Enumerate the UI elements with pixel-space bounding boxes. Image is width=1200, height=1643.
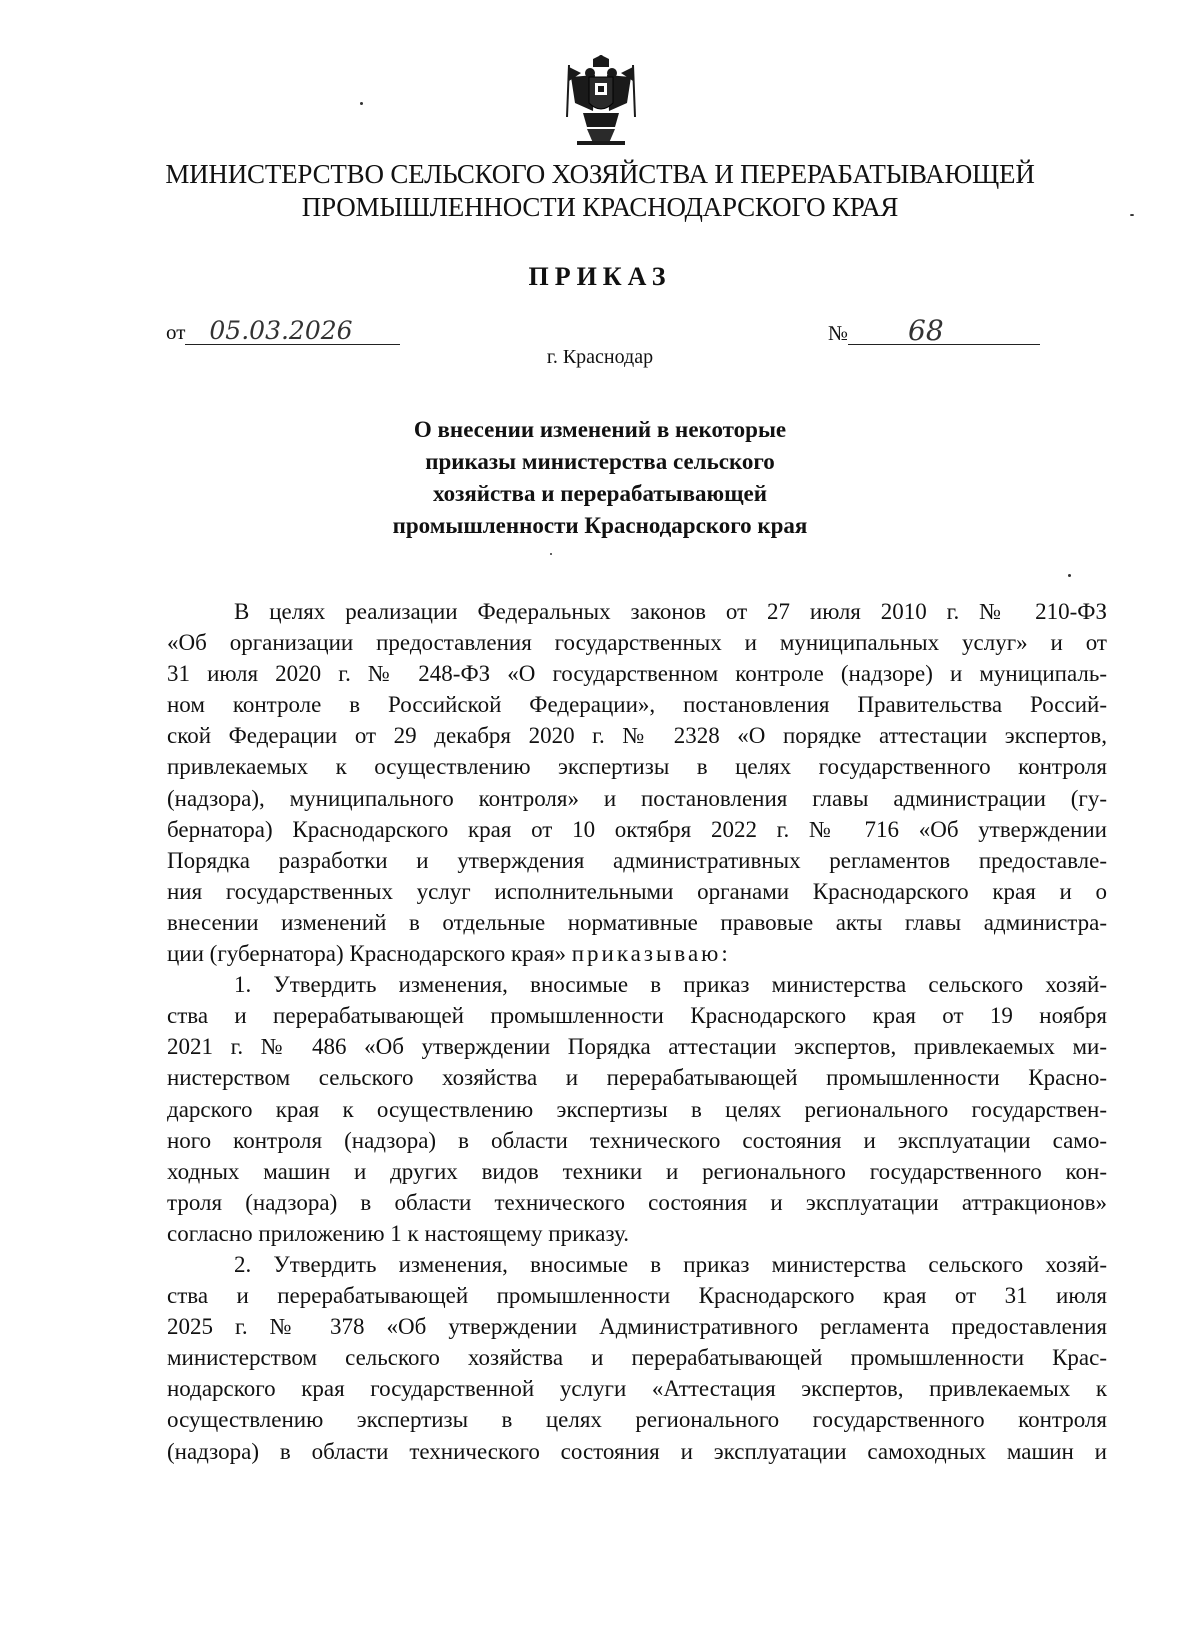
date-label: от (166, 320, 186, 344)
doc-type-title: ПРИКАЗ (528, 262, 672, 291)
item1-line: троля (надзора) в области технического состояния и эксплуатации аттракционов» (167, 1189, 1107, 1215)
scan-speck (1130, 214, 1134, 216)
coat-of-arms-icon (565, 55, 637, 147)
item1-line: нистерством сельского хозяйства и перерабатывающей промышленности Красно- (167, 1065, 1107, 1091)
preamble-line: ном контроле в Российской Федерации», постановления Правительства Россий- (167, 692, 1107, 718)
item1-line: согласно приложению 1 к настоящему приказу. (167, 1220, 630, 1246)
item1-line: ного контроля (надзора) в области технического состояния и эксплуатации само- (167, 1127, 1107, 1153)
item1-line: 2021 г. № 486 «Об утверждении Порядка аттестации экспертов, привлекаемых ми- (167, 1034, 1107, 1060)
item2-line: ства и перерабатывающей промышленности Краснодарского края от 31 июля (167, 1283, 1107, 1309)
subject-line: О внесении изменений в некоторые (413, 417, 787, 442)
preamble-line: ния государственных услуг исполнительными органами Краснодарского края и о (167, 878, 1107, 904)
item2-line: осуществлению экспертизы в целях регионального государственного контроля (167, 1407, 1107, 1433)
number-value: 68 (848, 318, 1040, 345)
scan-speck (360, 102, 363, 105)
number-label: № (828, 321, 849, 345)
scan-speck (1068, 574, 1071, 577)
item2-line: 2025 г. № 378 «Об утверждении Административного регламента предоставления (167, 1314, 1107, 1340)
preamble-last-text: ции (губернатора) Краснодарского края» (167, 941, 566, 967)
preamble-line: привлекаемых к осуществлению экспертизы в целях государственного контроля (167, 754, 1107, 780)
preamble-line: внесении изменений в отдельные нормативные правовые акты главы администра- (167, 909, 1107, 935)
item1-line: ства и перерабатывающей промышленности Краснодарского края от 19 ноября (167, 1003, 1107, 1029)
preamble-line: ской Федерации от 29 декабря 2020 г. № 2328 «О порядке аттестации экспертов, (167, 723, 1107, 749)
preamble-line: В целях реализации Федеральных законов от 27 июля 2010 г. № 210-ФЗ (234, 599, 1107, 624)
date-row (166, 318, 400, 345)
number-row (828, 314, 1040, 347)
ministry-name (140, 158, 1060, 224)
preamble-line: Порядка разработки и утверждения административных регламентов предоставле- (167, 847, 1107, 873)
ministry-line-1: МИНИСТЕРСТВО СЕЛЬСКОГО ХОЗЯЙСТВА И ПЕРЕРАБАТЫВАЮЩЕЙ (165, 159, 1035, 189)
subject-line: приказы министерства сельского (425, 449, 775, 474)
subject-line: хозяйства и перерабатывающей (432, 481, 768, 506)
item2-line: (надзора) в области технического состояния и эксплуатации самоходных машин и (167, 1438, 1107, 1464)
city: г. Краснодар (546, 346, 654, 368)
preamble-line: (надзора), муниципального контроля» и постановления главы администрации (гу- (167, 785, 1107, 811)
item2-line: 2. Утвердить изменения, вносимые в приказ министерства сельского хозяй- (234, 1251, 1107, 1277)
preamble-last-line (167, 938, 1107, 969)
order-word: приказываю: (571, 941, 731, 967)
preamble-line: бернатора) Краснодарского края от 10 октября 2022 г. № 716 «Об утверждении (167, 816, 1107, 842)
preamble-line: «Об организации предоставления государственных и муниципальных услуг» и от (167, 630, 1107, 656)
item1-line: 1. Утвердить изменения, вносимые в приказ министерства сельского хозяй- (234, 972, 1107, 998)
subject-heading (300, 414, 900, 542)
item1-line: ходных машин и других видов техники и регионального государственного кон- (167, 1158, 1107, 1184)
ministry-line-2: ПРОМЫШЛЕННОСТИ КРАСНОДАРСКОГО КРАЯ (301, 192, 899, 222)
body-text (167, 596, 1107, 1467)
item2-line: министерством сельского хозяйства и перерабатывающей промышленности Крас- (167, 1345, 1107, 1371)
scan-speck (550, 553, 552, 555)
date-value: 05.03.2026 (185, 318, 400, 345)
item1-line: дарского края к осуществлению экспертизы в целях регионального государствен- (167, 1096, 1107, 1122)
preamble-line: 31 июля 2020 г. № 248-ФЗ «О государственном контроле (надзоре) и муниципаль- (167, 661, 1107, 687)
subject-line: промышленности Краснодарского края (392, 513, 808, 538)
item2-line: нодарского края государственной услуги «Аттестация экспертов, привлекаемых к (167, 1376, 1107, 1402)
